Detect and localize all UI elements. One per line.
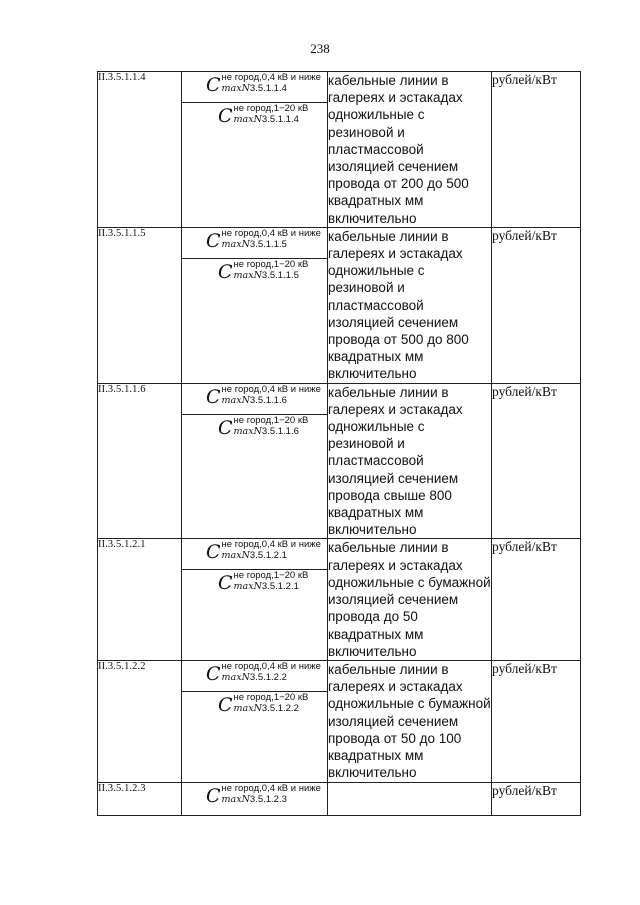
formula-subscript-prefix: maxN bbox=[233, 702, 262, 714]
formula-mid-voltage bbox=[182, 569, 327, 599]
formula-mid-voltage bbox=[182, 414, 327, 444]
formula-subscript-index: 3.5.1.2.2 bbox=[249, 671, 287, 683]
row-description: кабельные линии в галереях и эстакадах одножильные с резиновой и пластмассовой изоляцией сечением провода от 500 до 800 квадратных мм включительно bbox=[328, 227, 492, 383]
formula-symbol: C bbox=[206, 229, 221, 252]
formula-subscript-prefix: maxN bbox=[221, 671, 250, 683]
row-description bbox=[328, 782, 492, 815]
formula-subscript-index: 3.5.1.2.1 bbox=[249, 550, 287, 562]
formula-superscript: не город,0,4 кВ и ниже bbox=[221, 782, 321, 794]
row-unit: рублей/кВт bbox=[492, 72, 581, 228]
formula-symbol: C bbox=[206, 784, 221, 807]
formula-mid-voltage bbox=[182, 258, 327, 288]
formula-low-voltage bbox=[182, 783, 327, 813]
table-row bbox=[98, 660, 581, 782]
table-row bbox=[98, 227, 581, 383]
row-description: кабельные линии в галереях и эстакадах одножильные с резиновой и пластмассовой изоляцией сечением провода свыше 800 квадратных мм включительно bbox=[328, 383, 492, 539]
formula-subscript-prefix: maxN bbox=[233, 269, 262, 281]
row-unit: рублей/кВт bbox=[492, 782, 581, 815]
formula-superscript: не город,0,4 кВ и ниже bbox=[221, 72, 321, 83]
formula-subscript-prefix: maxN bbox=[233, 581, 262, 593]
row-unit: рублей/кВт bbox=[492, 660, 581, 782]
formula-subscript-index: 3.5.1.1.6 bbox=[249, 394, 287, 406]
formula-subscript-index: 3.5.1.2.3 bbox=[249, 793, 287, 805]
formula-cell bbox=[182, 383, 328, 539]
formula-cell bbox=[182, 227, 328, 383]
formula-superscript: не город,1−20 кВ bbox=[233, 570, 309, 582]
formula-symbol: C bbox=[218, 693, 233, 716]
row-code: II.3.5.1.2.1 bbox=[98, 539, 182, 660]
formula-cell bbox=[182, 539, 328, 660]
formula-superscript: не город,0,4 кВ и ниже bbox=[221, 383, 321, 395]
table-row bbox=[98, 539, 581, 660]
formula-subscript-index: 3.5.1.1.4 bbox=[261, 114, 299, 125]
table-row bbox=[98, 782, 581, 815]
formula-subscript-prefix: maxN bbox=[221, 550, 250, 562]
row-code: II.3.5.1.2.2 bbox=[98, 660, 182, 782]
formula-superscript: не город,1−20 кВ bbox=[233, 258, 309, 270]
row-description: кабельные линии в галереях и эстакадах одножильные с резиновой и пластмассовой изоляцией сечением провода от 200 до 500 квадратных мм включительно bbox=[328, 72, 492, 228]
row-unit: рублей/кВт bbox=[492, 383, 581, 539]
row-code: II.3.5.1.1.4 bbox=[98, 72, 182, 228]
formula-subscript-prefix: maxN bbox=[221, 793, 250, 805]
formula-subscript-prefix: maxN bbox=[233, 114, 262, 125]
formula-cell bbox=[182, 782, 328, 815]
formula-superscript: не город,1−20 кВ bbox=[233, 691, 309, 703]
formula-symbol: C bbox=[218, 572, 233, 595]
formula-mid-voltage bbox=[182, 102, 327, 132]
formula-subscript-prefix: maxN bbox=[221, 394, 250, 406]
formula-low-voltage bbox=[182, 539, 327, 569]
formula-subscript-index: 3.5.1.2.1 bbox=[261, 581, 299, 593]
formula-symbol: C bbox=[206, 74, 221, 96]
formula-low-voltage bbox=[182, 384, 327, 414]
formula-superscript: не город,0,4 кВ и ниже bbox=[221, 539, 321, 551]
table-row bbox=[98, 72, 581, 228]
formula-symbol: C bbox=[218, 260, 233, 283]
formula-superscript: не город,0,4 кВ и ниже bbox=[221, 660, 321, 672]
formula-superscript: не город,1−20 кВ bbox=[233, 103, 309, 114]
formula-subscript-prefix: maxN bbox=[221, 238, 250, 250]
tariff-table bbox=[97, 71, 581, 816]
formula-symbol: C bbox=[206, 662, 221, 685]
formula-mid-voltage bbox=[182, 691, 327, 721]
row-code: II.3.5.1.1.5 bbox=[98, 227, 182, 383]
formula-symbol: C bbox=[218, 416, 233, 439]
row-code: II.3.5.1.2.3 bbox=[98, 782, 182, 815]
formula-subscript-index: 3.5.1.1.6 bbox=[261, 425, 299, 437]
formula-subscript-index: 3.5.1.1.4 bbox=[249, 83, 287, 94]
formula-subscript-prefix: maxN bbox=[221, 83, 250, 94]
formula-symbol: C bbox=[206, 541, 221, 564]
formula-superscript: не город,0,4 кВ и ниже bbox=[221, 227, 321, 239]
formula-subscript-index: 3.5.1.1.5 bbox=[261, 269, 299, 281]
formula-cell bbox=[182, 660, 328, 782]
formula-symbol: C bbox=[206, 385, 221, 408]
formula-low-voltage bbox=[182, 72, 327, 102]
page-number: 238 bbox=[310, 41, 330, 56]
formula-subscript-prefix: maxN bbox=[233, 425, 262, 437]
formula-cell bbox=[182, 72, 328, 228]
formula-low-voltage bbox=[182, 661, 327, 691]
formula-subscript-index: 3.5.1.1.5 bbox=[249, 238, 287, 250]
formula-subscript-index: 3.5.1.2.2 bbox=[261, 702, 299, 714]
formula-symbol: C bbox=[218, 105, 233, 127]
row-unit: рублей/кВт bbox=[492, 539, 581, 660]
row-description: кабельные линии в галереях и эстакадах одножильные с бумажной изоляцией сечением провода до 50 квадратных мм включительно bbox=[328, 540, 491, 659]
table-row bbox=[98, 383, 581, 539]
formula-superscript: не город,1−20 кВ bbox=[233, 414, 309, 426]
formula-low-voltage bbox=[182, 228, 327, 258]
row-unit: рублей/кВт bbox=[492, 227, 581, 383]
row-description: кабельные линии в галереях и эстакадах одножильные с бумажной изоляцией сечением провода от 50 до 100 квадратных мм включительно bbox=[328, 660, 492, 782]
row-code: II.3.5.1.1.6 bbox=[98, 383, 182, 539]
